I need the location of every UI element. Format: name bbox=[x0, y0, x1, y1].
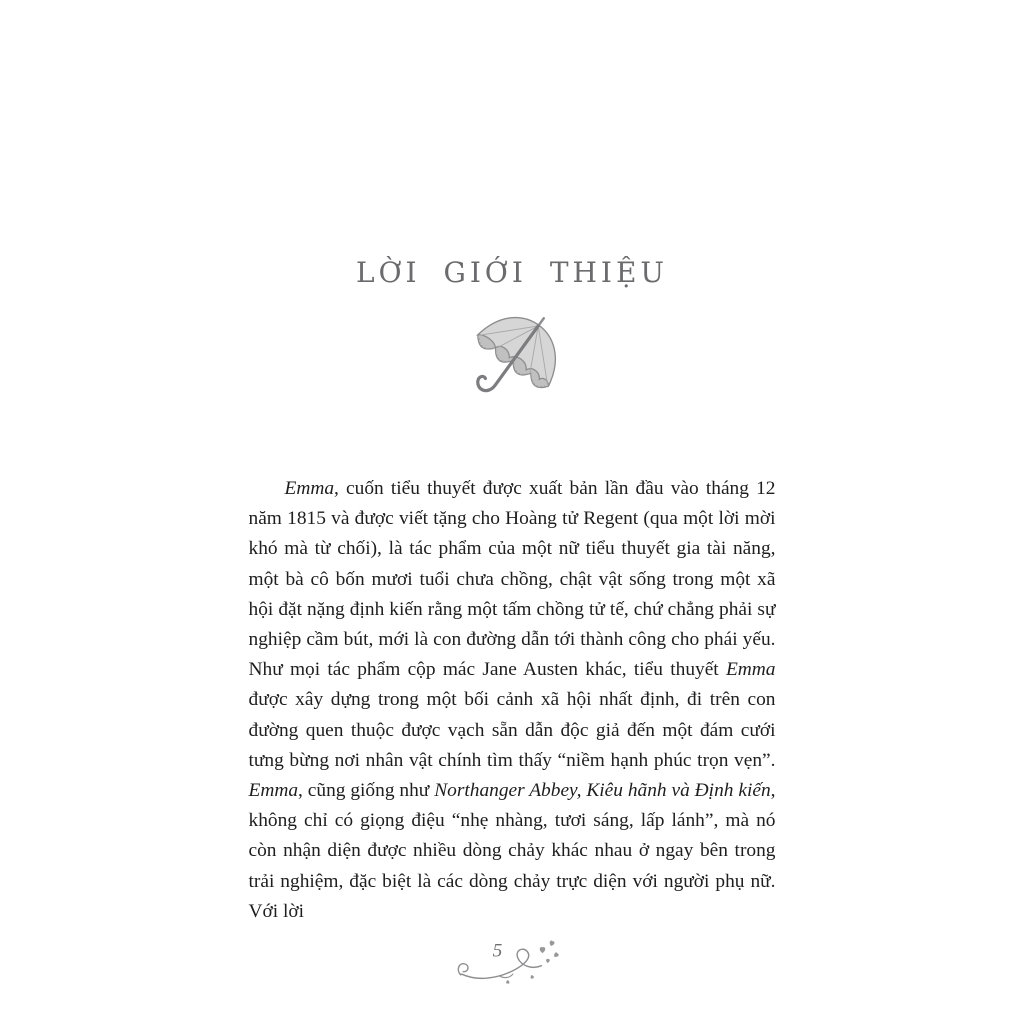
body-text-run: được xây dựng trong một bối cảnh xã hội nhất định, đi trên con đường quen thuộc được vạch sẵn dẫn độc giả đến một đám cưới tưng bừng nơi nhân vật chính tìm thấy “niềm hạnh phúc trọn vẹn”. bbox=[248, 689, 776, 771]
page-number: 5 bbox=[492, 940, 503, 962]
italic-title-text: Emma bbox=[725, 659, 776, 681]
page-footer bbox=[0, 936, 1024, 997]
intro-paragraph bbox=[249, 474, 776, 927]
italic-title-text: Northanger Abbey, Kiêu hãnh và Định kiến bbox=[434, 780, 771, 802]
italic-title-text: Emma bbox=[284, 478, 335, 499]
body-text-run: , cuốn tiểu thuyết được xuất bản lần đầu vào tháng 12 năm 1815 và được viết tặng cho Hoàng tử Regent (qua một lời mời khó mà từ chối), là tác phẩm của một nữ tiểu thuyết gia tài năng, một bà cô bốn mươi tuổi chưa chồng, chật vật sống trong một xã hội đặt nặng định kiến rằng một tấm chồng tử tế, chứ chẳng phải sự nghiệp cầm bút, mới là con đường dẫn tới thành công cho phái yếu. Như mọi tác phẩm cộp mác Jane Austen khác, tiểu thuyết bbox=[248, 478, 776, 681]
page-title: LỜI GIỚI THIỆU bbox=[355, 256, 669, 289]
body-text-run: , cũng giống như bbox=[298, 780, 435, 802]
page-number-flourish-icon bbox=[449, 940, 575, 996]
italic-title-text: Emma bbox=[248, 780, 299, 802]
body-text-run: , không chỉ có giọng điệu “nhẹ nhàng, tươi sáng, lấp lánh”, mà nó còn nhận diện được nhiều dòng chảy khác nhau ở ngay bên trong trải nghiệm, đặc biệt là các dòng chảy trực diện với người phụ nữ. Với lời bbox=[248, 780, 776, 922]
umbrella-icon bbox=[445, 406, 579, 423]
illustration-container bbox=[0, 307, 1024, 424]
